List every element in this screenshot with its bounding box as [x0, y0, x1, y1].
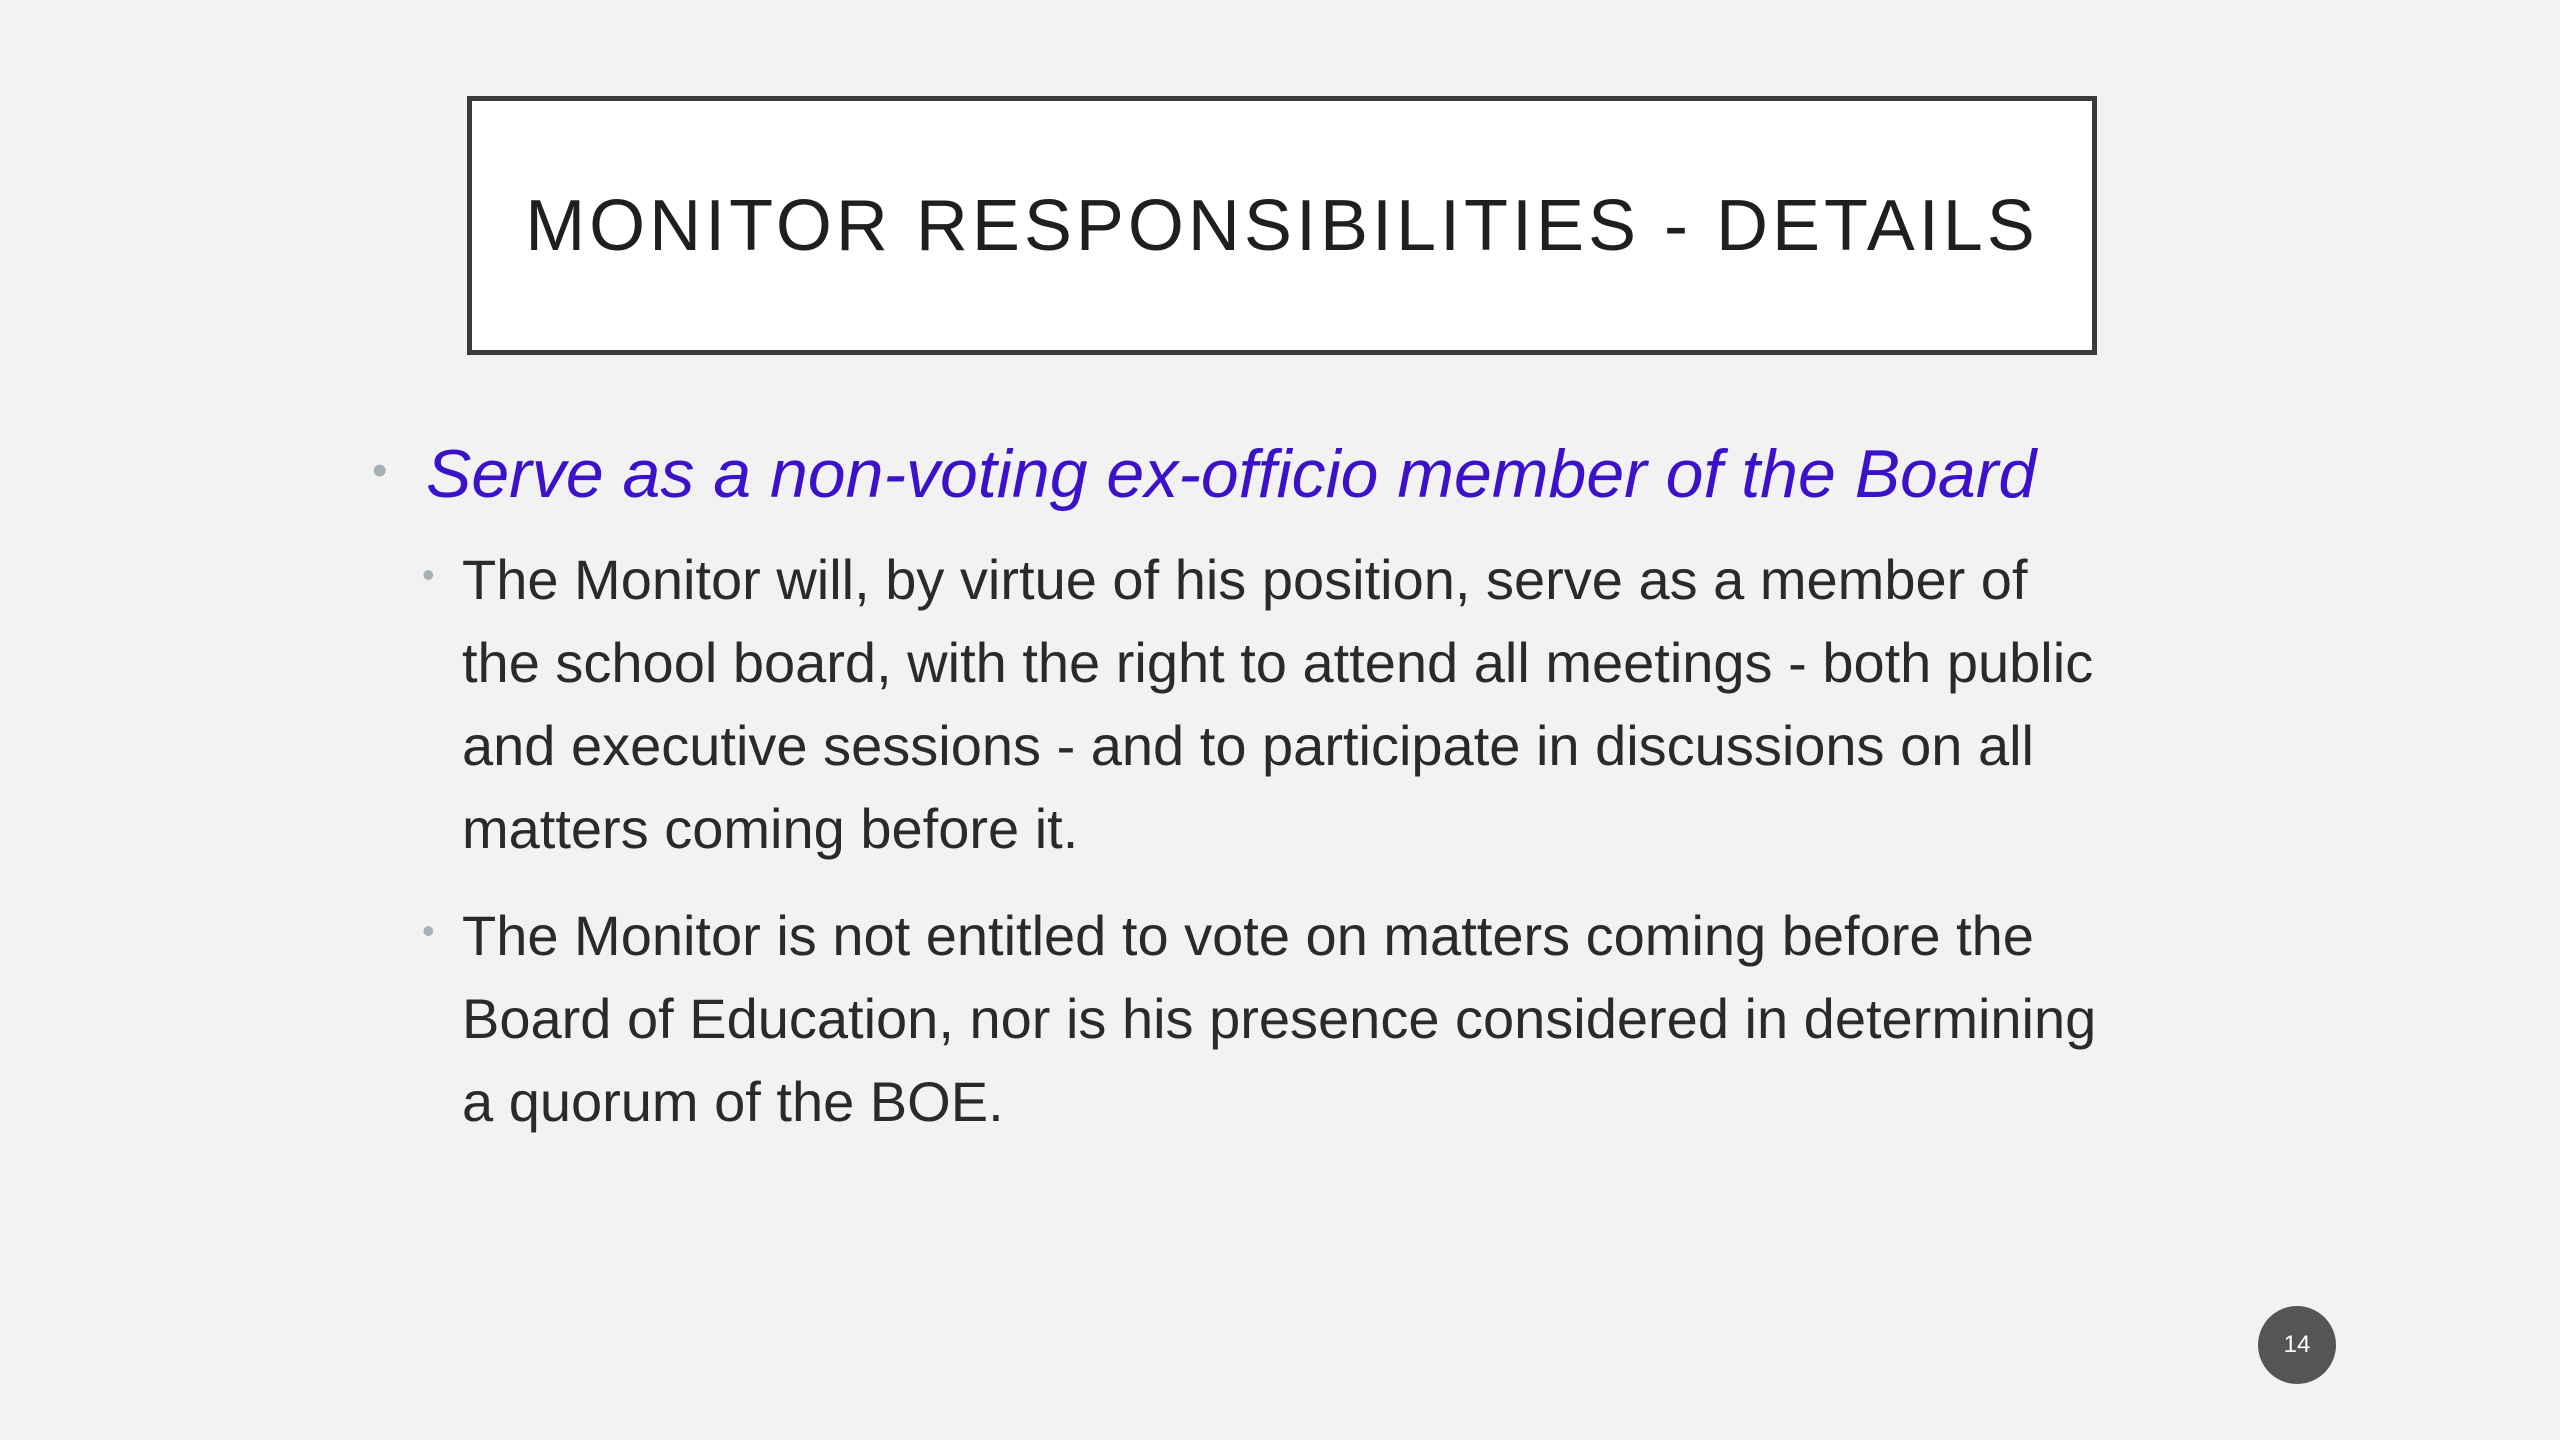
title-box	[467, 96, 2097, 355]
slide-title: MONITOR RESPONSIBILITIES - DETAILS	[525, 185, 2039, 266]
sub-bullet-text: The Monitor is not entitled to vote on matters coming before the Board of Education, nor is his presence considered in determining a quorum of the BOE.	[462, 904, 2097, 1134]
heading-bullet-item	[372, 430, 2152, 518]
sub-bullet-item	[422, 538, 2152, 870]
sub-bullet-text: The Monitor will, by virtue of his position, serve as a member of the school board, with the right to attend all meetings - both public and executive sessions - and to participate in discussions on all matters coming before it.	[462, 548, 2094, 861]
bullet-dot-icon: •	[422, 910, 435, 952]
heading-bullet-text: Serve as a non-voting ex-officio member of the Board	[426, 436, 2037, 512]
bullet-dot-icon: •	[422, 554, 435, 596]
slide-content	[372, 430, 2152, 1143]
bullet-dot-icon: •	[372, 446, 388, 495]
page-number-badge	[2258, 1306, 2336, 1384]
sub-bullet-item	[422, 894, 2152, 1143]
page-number: 14	[2283, 1331, 2311, 1358]
